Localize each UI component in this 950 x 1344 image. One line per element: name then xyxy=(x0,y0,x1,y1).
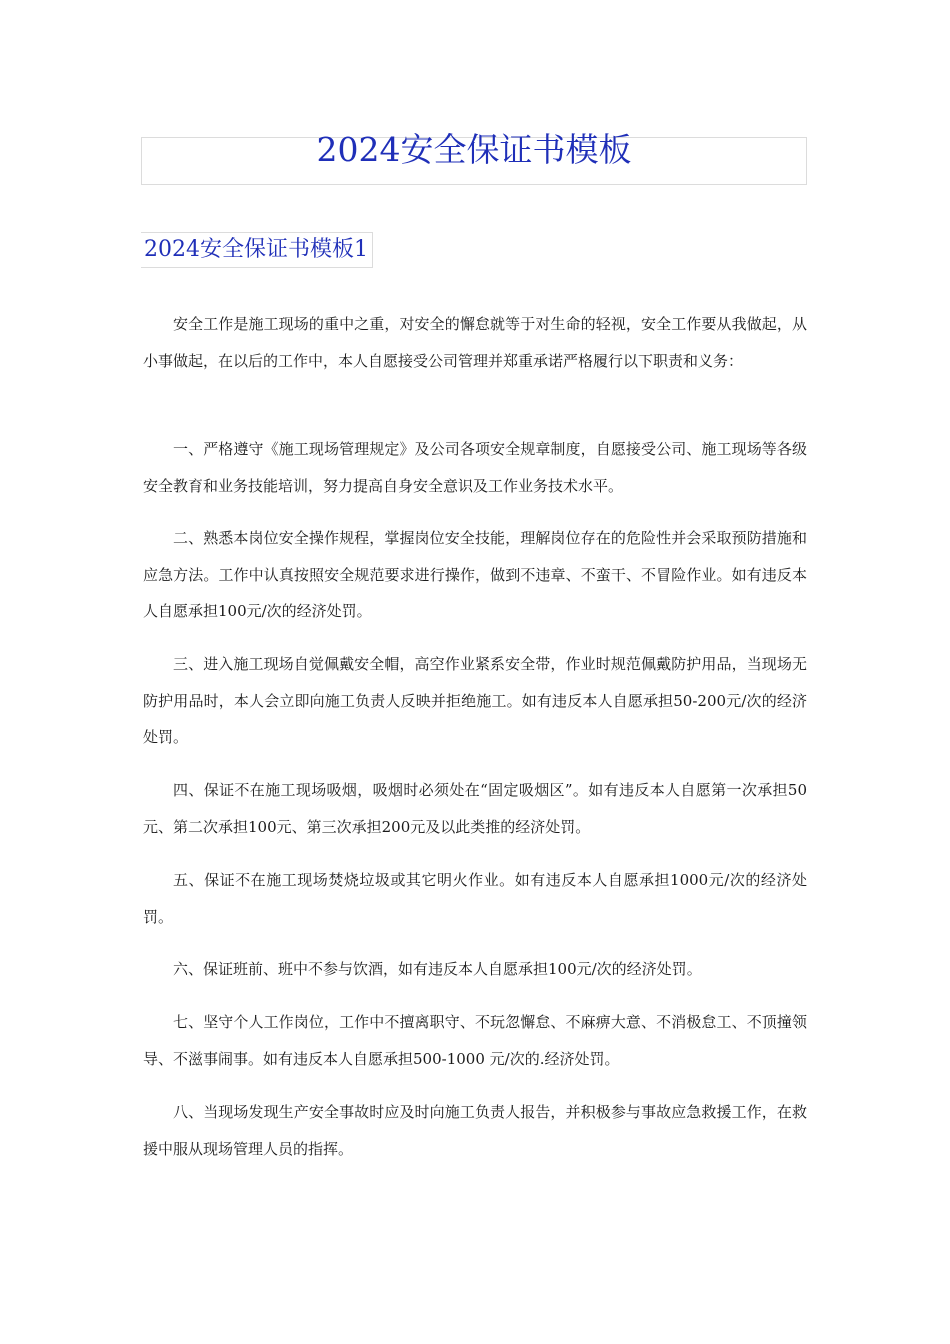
section-heading-box xyxy=(141,232,373,268)
clause-5-paragraph: 五、保证不在施工现场焚烧垃圾或其它明火作业。如有违反本人自愿承担1000元/次的经济处罚。 xyxy=(143,871,807,926)
intro-paragraph: 安全工作是施工现场的重中之重，对安全的懈怠就等于对生命的轻视，安全工作要从我做起，从小事做起，在以后的工作中，本人自愿接受公司管理并郑重承诺严格履行以下职责和义务： xyxy=(143,315,807,370)
title-box xyxy=(141,130,807,185)
clause-7-paragraph: 七、坚守个人工作岗位，工作中不擅离职守、不玩忽懈怠、不麻痹大意、不消极怠工、不顶撞领导、不滋事闹事。如有违反本人自愿承担500-1000 元/次的.经济处罚。 xyxy=(143,1013,807,1068)
clause-2-paragraph: 二、熟悉本岗位安全操作规程，掌握岗位安全技能，理解岗位存在的危险性并会采取预防措施和应急方法。工作中认真按照安全规范要求进行操作，做到不违章、不蛮干、不冒险作业。如有违反本人自愿承担100元/次的经济处罚。 xyxy=(143,529,807,620)
clause-3-paragraph: 三、进入施工现场自觉佩戴安全帽，高空作业紧系安全带，作业时规范佩戴防护用品，当现场无防护用品时，本人会立即向施工负责人反映并拒绝施工。如有违反本人自愿承担50-200元/次的经济处罚。 xyxy=(143,655,807,746)
clause-8-paragraph: 八、当现场发现生产安全事故时应及时向施工负责人报告，并积极参与事故应急救援工作，在救援中服从现场管理人员的指挥。 xyxy=(143,1103,807,1158)
document-title: 2024安全保证书模板 xyxy=(316,130,632,169)
section-heading: 2024安全保证书模板1 xyxy=(144,237,368,262)
clause-4-paragraph: 四、保证不在施工现场吸烟，吸烟时必须处在“固定吸烟区”。如有违反本人自愿第一次承担50元、第二次承担100元、第三次承担200元及以此类推的经济处罚。 xyxy=(143,781,807,836)
clause-6-paragraph: 六、保证班前、班中不参与饮酒，如有违反本人自愿承担100元/次的经济处罚。 xyxy=(173,960,702,978)
clause-1-paragraph: 一、严格遵守《施工现场管理规定》及公司各项安全规章制度，自愿接受公司、施工现场等各级安全教育和业务技能培训，努力提高自身安全意识及工作业务技术水平。 xyxy=(143,440,807,495)
